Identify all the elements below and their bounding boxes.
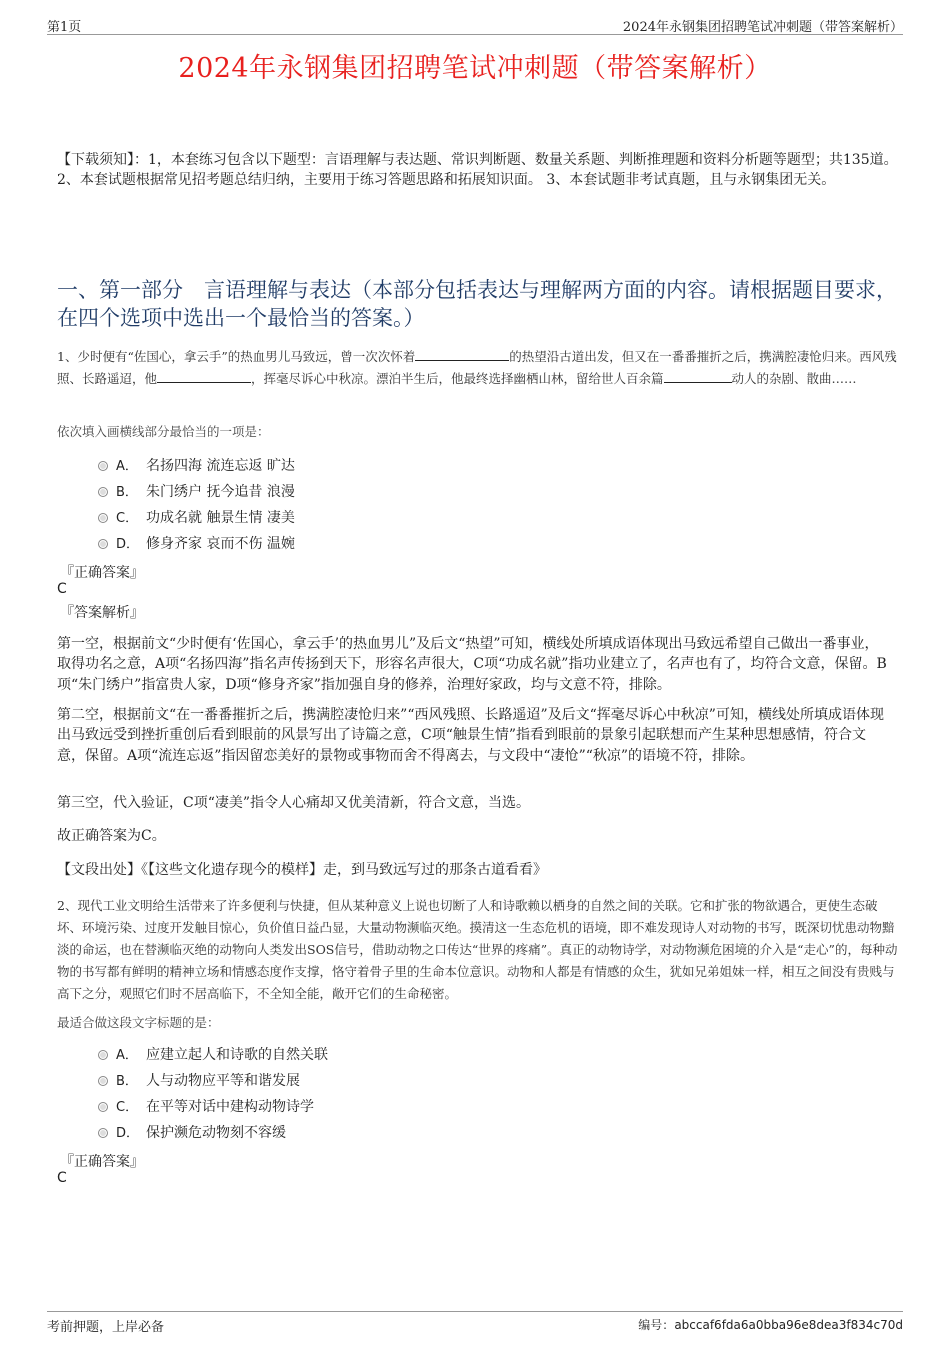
radio-icon[interactable]	[98, 513, 108, 523]
correct-answer: C	[57, 581, 67, 597]
answer-label: 『正确答案』	[60, 1154, 144, 1170]
radio-icon[interactable]	[98, 461, 108, 471]
fill-blank	[415, 349, 509, 361]
option-c[interactable]: C． 在平等对话中建构动物诗学	[98, 1094, 328, 1120]
page-header	[47, 14, 903, 35]
analysis-paragraph-1: 第一空，根据前文“少时便有‘佐国心，拿云手’的热血男儿”及后文“热望”可知，横线处所填成语体现出马致远希望自己做出一番事业，取得功名之意，A项“名扬四海”指名声传扬到天下，形容名声很大，C项“功成名就”指功业建立了，名声也有了，均符合文意，保留。B项“朱门绣户”指富贵人家，D项“修身齐家”指加强自身的修养，治理好家政，均与文意不符，排除。	[57, 636, 887, 693]
section-heading: 一、第一部分 言语理解与表达（本部分包括表达与理解两方面的内容。请根据题目要求，在四个选项中选出一个最恰当的答案。）	[57, 278, 897, 331]
option-d[interactable]: D． 修身齐家 哀而不伤 温婉	[98, 531, 295, 557]
analysis-label: 『答案解析』	[60, 605, 144, 621]
option-b[interactable]: B． 人与动物应平等和谐发展	[98, 1068, 328, 1094]
answer-label: 『正确答案』	[60, 565, 144, 581]
analysis-paragraph-2: 第二空，根据前文“在一番番摧折之后，携满腔凄怆归来”“西风残照、长路遥迢”及后文“挥毫尽诉心中秋凉”可知，横线处所填成语体现出马致远受到挫折重创后看到眼前的风景写出了诗篇之意，C项“触景生情”指看到眼前的景象引起联想而产生某种思想感情，符合文意，保留。A项“流连忘返”指因留恋美好的景物或事物而舍不得离去，与文段中“凄怆”“秋凉”的语境不符，排除。	[57, 707, 884, 764]
page-number: 第1页	[47, 20, 82, 35]
document-title: 2024年永钢集团招聘笔试冲刺题（带答案解析）	[178, 53, 772, 84]
question-2-text: 2、现代工业文明给生活带来了许多便利与快捷，但从某种意义上说也切断了人和诗歌赖以栖身的自然之间的关联。它和扩张的物欲遇合，更使生态破坏、环境污染、过度开发触目惊心，负价值日益凸显，大量动物濒临灭绝。摸清这一生态危机的语境，即不难发现诗人对动物的书写，既深切忧患动物黯淡的命运，也在替濒临灭绝的动物向人类发出SOS信号，借助动物之口传达“世界的疼痛”。真正的动物诗学，对动物濒危困境的介入是“走心”的，每种动物的书写都有鲜明的精神立场和情感态度作支撑，恪守着骨子里的生命本位意识。动物和人都是有情感的众生，犹如兄弟姐妹一样，相互之间没有贵贱与高下之分，观照它们时不居高临下，不全知全能，敞开它们的生命秘密。	[57, 898, 898, 1001]
question-1-text: 1、少时便有“佐国心，拿云手”的热血男儿马致远，曾一次次怀着 的热望沿古道出发，但又在一番番摧折之后，携满腔凄怆归来。西风残照、长路遥迢，他 ，挥毫尽诉心中秋凉。漂泊半生后，他最终选择幽栖山林，留给世人百余篇 动人的杂剧、散曲……	[57, 349, 897, 386]
correct-answer: C	[57, 1170, 67, 1186]
radio-icon[interactable]	[98, 1076, 108, 1086]
footer-slogan: 考前押题，上岸必备	[47, 1320, 165, 1335]
option-a[interactable]: A． 应建立起人和诗歌的自然关联	[98, 1042, 328, 1068]
question-2-prompt: 最适合做这段文字标题的是：	[57, 1015, 220, 1030]
document-code: 编号：abccaf6fda6a0bba96e8dea3f834c70d	[638, 1318, 903, 1332]
question-2-options	[98, 1042, 328, 1146]
radio-icon[interactable]	[98, 1102, 108, 1112]
radio-icon[interactable]	[98, 1128, 108, 1138]
option-b[interactable]: B． 朱门绣户 抚今追昔 浪漫	[98, 479, 295, 505]
header-doc-title: 2024年永钢集团招聘笔试冲刺题（带答案解析）	[622, 20, 903, 35]
option-d[interactable]: D． 保护濒危动物刻不容缓	[98, 1120, 328, 1146]
radio-icon[interactable]	[98, 1050, 108, 1060]
option-c[interactable]: C． 功成名就 触景生情 凄美	[98, 505, 295, 531]
radio-icon[interactable]	[98, 487, 108, 497]
radio-icon[interactable]	[98, 539, 108, 549]
fill-blank	[664, 371, 732, 383]
source-citation: 【文段出处】《【这些文化遗存现今的模样】走，到马致远写过的那条古道看看》	[57, 862, 547, 878]
analysis-conclusion: 故正确答案为C。	[57, 828, 166, 844]
option-a[interactable]: A． 名扬四海 流连忘返 旷达	[98, 453, 295, 479]
fill-blank	[157, 371, 251, 383]
download-notice: 【下载须知】：1，本套练习包含以下题型：言语理解与表达题、常识判断题、数量关系题、判断推理题和资料分析题等题型；共135道。 2、本套试题根据常见招考题总结归纳，主要用于练习答题思路和拓展知识面。 3、本套试题非考试真题，且与永钢集团无关。	[57, 152, 898, 189]
page-footer	[47, 1311, 903, 1336]
question-1-prompt: 依次填入画横线部分最恰当的一项是：	[57, 424, 270, 439]
analysis-paragraph-3: 第三空，代入验证，C项“凄美”指令人心痛却又优美清新，符合文意，当选。	[57, 795, 531, 811]
question-1-options	[98, 453, 295, 557]
